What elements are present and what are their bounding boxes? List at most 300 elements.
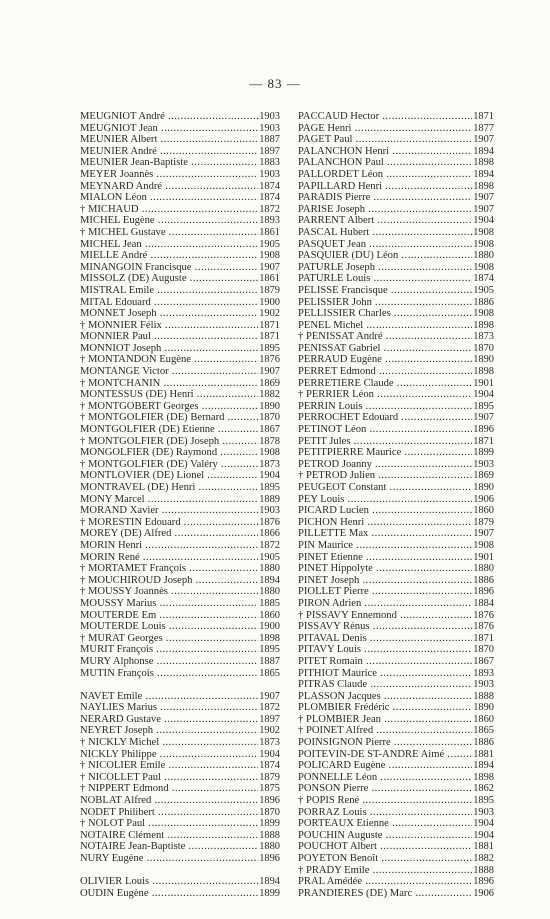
year: 1893 [473,667,494,679]
list-item [298,610,494,622]
year: 1903 [259,168,280,180]
year: 1905 [259,551,280,563]
list-item [298,227,494,239]
list-item [298,297,494,309]
person-name: † MONNIER Félix ..... [80,320,258,332]
year: 1871 [259,319,280,331]
year: 1905 [473,284,494,296]
year: 1900 [259,296,280,308]
list-item [80,436,280,448]
person-name: PASQUIER (DU) Léon ..... [298,250,472,262]
person-name: PINET Etienne ..... [298,552,472,564]
list-item [80,273,280,285]
year: 1907 [473,134,494,146]
year: 1873 [259,458,280,470]
list-item [80,389,280,401]
year: 1902 [259,308,280,320]
year: 1894 [473,760,494,772]
list-item [298,285,494,297]
person-name: PAGE Henri ..... [298,123,472,135]
year: 1875 [259,783,280,795]
year: 1898 [473,157,494,169]
person-name: PETITPIERRE Maurice ..... [298,447,472,459]
person-name: MONNIOT Joseph ..... [80,343,258,355]
list-item [298,181,494,193]
list-item [298,818,494,830]
list-item [80,737,280,749]
person-name: MORAND Xavier ..... [80,505,258,517]
list-item [298,656,494,668]
year: 1894 [473,145,494,157]
list-item [298,575,494,587]
list-item [80,772,280,784]
list-item [298,876,494,888]
year: 1869 [259,377,280,389]
person-name: PATURLE Joseph ..... [298,262,472,274]
person-name: MORIN Henri ..... [80,540,258,552]
person-name: POINSIGNON Pierre ..... [298,737,472,749]
person-name: MISSOLZ (DE) Auguste ..... [80,273,258,285]
list-item [80,876,280,888]
person-name: MORIN René ..... [80,552,258,564]
year: 1878 [259,435,280,447]
year: 1907 [473,203,494,215]
year: 1881 [473,748,494,760]
list-item [80,192,280,204]
person-name: PALANCHON Paul ..... [298,157,472,169]
person-name: PALLORDET Léon ..... [298,169,472,181]
year: 1870 [259,806,280,818]
year: 1908 [473,238,494,250]
list-item [80,702,280,714]
year: 1895 [473,400,494,412]
list-item [298,830,494,842]
year: 1871 [473,111,494,122]
year: 1880 [473,250,494,262]
year: 1876 [259,516,280,528]
person-name: POITEVIN-DE ST-ANDRÉ Aimé ..... [298,749,472,761]
year: 1890 [473,702,494,714]
year: 1894 [259,574,280,586]
year: 1908 [259,250,280,262]
list-item [80,656,280,668]
person-name: PELISSIER John ..... [298,297,472,309]
person-name: NOBLAT Alfred ..... [80,795,258,807]
list-item [80,598,280,610]
person-name: † MOUSSY Joannès ..... [80,586,258,598]
person-name: PRAL Amédée ..... [298,876,472,888]
list-item [298,841,494,853]
list-item [298,494,494,506]
person-name: † MURAT Georges ..... [80,633,258,645]
list-item [298,725,494,737]
year: 1862 [473,783,494,795]
person-name: MONY Marcel ..... [80,494,258,506]
year: 1908 [473,226,494,238]
person-name: PINET Hippolyte ..... [298,563,472,575]
person-name: MOUTERDE Louis ..... [80,621,258,633]
list-item [298,134,494,146]
list-item [298,412,494,424]
list-item [298,331,494,343]
person-name: † PÉNISSAT André ..... [298,331,472,343]
person-name: MONTESSUS (DE) Henri ..... [80,389,258,401]
year: 1889 [259,493,280,505]
list-item [80,250,280,262]
person-name: PLOMBIER Frédéric ..... [298,702,472,714]
year: 1876 [259,354,280,366]
year: 1872 [259,702,280,714]
year: 1903 [473,679,494,691]
list-item [80,320,280,332]
list-item [80,644,280,656]
list-item [80,714,280,726]
list-item [80,308,280,320]
year: 1899 [473,447,494,459]
person-name: † NIPPERT Edmond ..... [80,783,258,795]
person-name: PONSON Pierre ..... [298,783,472,795]
list-item [298,598,494,610]
person-name: PÉNISSAT Gabriel ..... [298,343,472,355]
year: 1890 [473,482,494,493]
year: 1906 [473,493,494,505]
year: 1899 [259,887,280,899]
person-name: NOTAIRE Clément ..... [80,830,258,842]
list-item [80,610,280,622]
person-name: PEUGEOT Constant ..... [298,482,472,494]
year: 1886 [473,574,494,586]
person-name: PEY Louis ..... [298,494,472,506]
list-item [80,111,280,123]
list-item [80,366,280,378]
person-name: PERRIN Louis ..... [298,401,472,413]
list-item [80,354,280,366]
list-item [298,888,494,900]
list-item [298,679,494,691]
person-name: POLICARD Eugène ..... [298,760,472,772]
year: 1908 [473,539,494,551]
person-name: † MORTAMET François ..... [80,563,258,575]
year: 1900 [259,621,280,633]
person-name: PISSAVY Rénus ..... [298,621,472,633]
year: 1898 [473,771,494,783]
person-name: PORTEAUX Etienne ..... [298,818,472,830]
year: 1908 [473,308,494,320]
person-name: † NICOLLET Paul ..... [80,772,258,784]
year: 1894 [473,168,494,180]
person-name: MONGOLFIER (DE) Raymond ..... [80,447,258,459]
year: 1903 [259,122,280,134]
list-item [298,702,494,714]
person-name: NAYLIES Marius ..... [80,702,258,714]
list-item [80,575,280,587]
list-item [80,297,280,309]
person-name: PERRET Edmond ..... [298,366,472,378]
list-item [80,459,280,471]
list-item [80,262,280,274]
person-name: MINANGOIN Francisque ..... [80,262,258,274]
person-name: PITAVY Louis ..... [298,644,472,656]
year: 1894 [259,876,280,888]
person-name: † NOLOT Paul ..... [80,818,258,830]
person-name: PLASSON Jacques ..... [298,691,472,703]
person-name: POUCHIN Auguste ..... [298,830,472,842]
section-spacer [80,865,280,877]
person-name: † NICOLIER Emile ..... [80,760,258,772]
year: 1860 [259,609,280,621]
person-name: PERROCHET Edouard ..... [298,412,472,424]
year: 1907 [473,528,494,540]
person-name: PIRON Adrien ..... [298,598,472,610]
person-name: PICARD Lucien ..... [298,505,472,517]
year: 1870 [259,412,280,424]
list-item [298,436,494,448]
person-name: PILLETTE Max ..... [298,528,472,540]
person-name: PATURLE Louis ..... [298,273,472,285]
year: 1865 [259,667,280,679]
year: 1871 [473,435,494,447]
person-name: MONTRAVEL (DE) Henri ..... [80,482,258,494]
year: 1904 [473,818,494,830]
year: 1904 [473,829,494,841]
person-name: † PRADY Emile ..... [298,865,472,877]
list-item [298,354,494,366]
year: 1879 [473,516,494,528]
person-name: † MICHAUD ..... [80,204,258,216]
person-name: NÉRARD Gustave ..... [80,714,258,726]
person-name: MONNET Joseph ..... [80,308,258,320]
list-item [298,807,494,819]
list-item [298,668,494,680]
year: 1904 [259,470,280,482]
year: 1880 [259,586,280,598]
list-item [298,714,494,726]
list-item [80,215,280,227]
person-name: † PERRIER Léon ..... [298,389,472,401]
person-name: PENEL Michel ..... [298,320,472,332]
list-item [80,552,280,564]
year: 1903 [259,111,280,122]
year: 1872 [259,539,280,551]
list-item [80,204,280,216]
list-item [298,749,494,761]
list-item [298,389,494,401]
person-name: PACCAUD Hector ..... [298,111,472,123]
person-name: † MONTCHANIN ..... [80,378,258,390]
person-name: MEUNIER Jean-Baptiste ..... [80,157,258,169]
person-name: † MONTANDON Eugène ..... [80,354,258,366]
list-item [80,818,280,830]
person-name: MONTGOLFIER (DE) Etienne ..... [80,424,258,436]
list-item [80,621,280,633]
list-item [298,795,494,807]
year: 1907 [259,261,280,273]
person-name: PRANDIÈRES (DE) Marc ..... [298,888,472,900]
list-item [298,123,494,135]
person-name: NURY Eugène ..... [80,853,258,865]
list-item [80,540,280,552]
list-item [80,447,280,459]
list-item [298,865,494,877]
list-item [298,552,494,564]
list-item [298,482,494,494]
person-name: OLIVIER Louis ..... [80,876,258,888]
list-item [298,111,494,123]
list-item [80,412,280,424]
person-name: PÉTROD Joanny ..... [298,459,472,471]
year: 1873 [473,331,494,343]
year: 1881 [473,841,494,853]
person-name: MONTANGE Victor ..... [80,366,258,378]
person-name: PÉLISSÉ Francisque ..... [298,285,472,297]
year: 1886 [473,737,494,749]
person-name: NAVET Emile ..... [80,691,258,703]
year: 1907 [473,412,494,424]
list-item [80,749,280,761]
year: 1887 [259,655,280,667]
year: 1895 [259,482,280,493]
person-name: † MORESTIN Edouard ..... [80,517,258,529]
person-name: MUTIN François ..... [80,668,258,680]
person-name: MIALON Léon ..... [80,192,258,204]
year: 1886 [473,296,494,308]
year: 1882 [473,853,494,864]
list-item [80,783,280,795]
person-name: MURIT François ..... [80,644,258,656]
list-item [298,760,494,772]
list-item [298,459,494,471]
person-name: PERRAUD Eugène ..... [298,354,472,366]
year: 1907 [259,366,280,378]
list-item [298,424,494,436]
list-item [298,772,494,784]
list-item [80,146,280,158]
list-item [80,586,280,598]
year: 1866 [259,528,280,540]
year: 1874 [259,180,280,192]
person-name: MICHEL Jean ..... [80,239,258,251]
person-name: † POPIS René ..... [298,795,472,807]
year: 1876 [473,621,494,633]
person-name: PINET Joseph ..... [298,575,472,587]
person-name: † PLOMBIER Jean ..... [298,714,472,726]
year: 1879 [259,771,280,783]
year: 1898 [473,319,494,331]
person-name: MISTRAL Emile ..... [80,285,258,297]
person-name: PELLISSIER Charles ..... [298,308,472,320]
list-item [80,494,280,506]
list-item [80,343,280,355]
person-name: NICKLY Philippe ..... [80,749,258,761]
person-name: PITAVAL Denis ..... [298,633,472,645]
year: 1882 [259,389,280,401]
year: 1869 [473,470,494,482]
list-item [298,644,494,656]
year: 1896 [473,424,494,436]
year: 1860 [473,505,494,517]
list-item [298,239,494,251]
person-name: PARADIS Pierre ..... [298,192,472,204]
list-item [80,169,280,181]
list-item [298,563,494,575]
year: 1896 [259,795,280,807]
year: 1874 [473,273,494,285]
list-item [80,563,280,575]
list-item [80,157,280,169]
year: 1861 [259,273,280,285]
year: 1907 [473,192,494,204]
year: 1885 [259,597,280,609]
year: 1880 [259,841,280,853]
year: 1872 [259,203,280,215]
list-item [80,378,280,390]
person-name: † PISSAVY Ennemond ..... [298,610,472,622]
person-name: PERRETIÈRE Claude ..... [298,378,472,390]
person-name: MOUTERDE Em ..... [80,610,258,622]
year: 1906 [473,887,494,899]
year: 1893 [259,215,280,227]
person-name: NEYRET Joseph ..... [80,725,258,737]
list-item [80,528,280,540]
list-item [298,528,494,540]
person-name: PITRAS Claude ..... [298,679,472,691]
year: 1896 [473,586,494,598]
person-name: PARRENT Albert ..... [298,215,472,227]
year: 1898 [473,180,494,192]
list-item [80,424,280,436]
year: 1890 [473,354,494,366]
person-name: PAGET Paul ..... [298,134,472,146]
year: 1870 [473,342,494,354]
year: 1860 [473,713,494,725]
list-item [80,470,280,482]
list-item [298,308,494,320]
year: 1895 [473,795,494,807]
year: 1888 [473,864,494,876]
person-name: PICHON Henri ..... [298,517,472,529]
year: 1865 [473,725,494,737]
person-name: OUDIN Eugène ..... [80,888,258,900]
list-item [298,204,494,216]
name-column-right [298,111,494,899]
year: 1876 [473,609,494,621]
person-name: MONTLOVIER (DE) Lionel ..... [80,470,258,482]
name-column-left [80,111,280,899]
year: 1895 [259,644,280,656]
year: 1904 [473,215,494,227]
year: 1908 [473,261,494,273]
list-item [298,737,494,749]
year: 1861 [259,226,280,238]
list-item [80,285,280,297]
list-item [80,633,280,645]
year: 1880 [473,563,494,575]
year: 1898 [259,632,280,644]
person-name: MEUGNIOT André ..... [80,111,258,123]
person-name: MEUGNIOT Jean ..... [80,123,258,135]
list-item [298,169,494,181]
year: 1897 [259,145,280,157]
person-name: PASCAL Hubert ..... [298,227,472,239]
year: 1884 [473,597,494,609]
page-number: — 83 — [249,76,301,91]
list-item [298,540,494,552]
list-item [80,181,280,193]
year: 1888 [473,690,494,702]
list-item [298,783,494,795]
list-item [80,807,280,819]
year: 1903 [259,505,280,517]
